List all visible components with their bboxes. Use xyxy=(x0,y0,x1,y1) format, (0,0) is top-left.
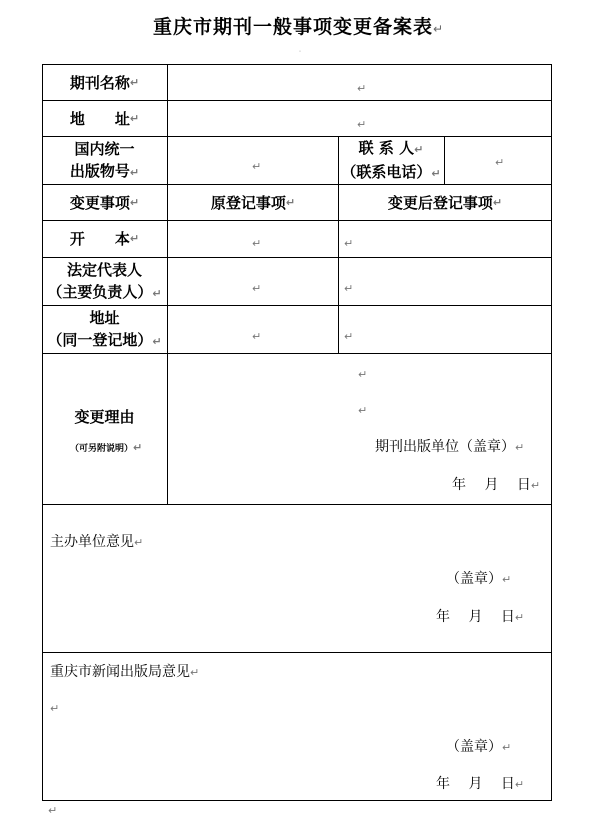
original-item-text: 原登记事项 xyxy=(210,193,286,212)
page-title xyxy=(0,12,597,39)
paragraph-mark-icon: ↵ xyxy=(129,165,140,179)
paragraph-mark-icon: ↵ xyxy=(50,702,60,715)
registered-address-new-field[interactable] xyxy=(344,330,353,343)
bureau-opinion-label xyxy=(50,661,199,681)
contact-line1: 联 系 人 xyxy=(358,138,415,157)
anchor-mark-icon: ˙ xyxy=(298,50,302,59)
after-item-text: 变更后登记事项 xyxy=(387,193,493,212)
after-item-header xyxy=(339,185,551,220)
paragraph-mark-icon: ↵ xyxy=(514,778,525,791)
reason-title: 变更理由 xyxy=(74,408,135,426)
legal-rep-new-field[interactable] xyxy=(344,282,353,295)
legal-rep-label xyxy=(42,258,167,305)
change-item-header xyxy=(42,185,167,220)
paragraph-mark-icon: ↵ xyxy=(358,404,368,417)
legal-rep-line2: （主要负责人） xyxy=(47,282,153,301)
paragraph-mark-icon: ↵ xyxy=(129,111,140,125)
bureau-seal-text: （盖章） xyxy=(446,739,502,755)
format-label xyxy=(42,221,167,257)
paragraph-mark-icon: ↵ xyxy=(129,232,140,245)
reason-line-2[interactable] xyxy=(358,404,367,417)
table-border-right xyxy=(551,64,552,801)
registered-address-line2: （同一登记地） xyxy=(47,330,153,349)
paragraph-mark-icon: ↵ xyxy=(252,237,262,250)
publisher-seal-text: 期刊出版单位（盖章） xyxy=(375,439,515,455)
sponsor-seal xyxy=(446,568,511,588)
sponsor-opinion-label xyxy=(50,531,143,551)
journal-name-field[interactable] xyxy=(357,82,366,95)
reason-note xyxy=(70,441,142,454)
paragraph-mark-icon: ↵ xyxy=(492,195,503,209)
bureau-date-text: 年 月 日 xyxy=(436,776,515,792)
sponsor-seal-text: （盖章） xyxy=(446,571,502,587)
page-title-text: 重庆市期刊一般事项变更备案表 xyxy=(152,16,433,38)
paragraph-mark-icon: ↵ xyxy=(48,804,58,817)
paragraph-mark-icon: ↵ xyxy=(129,195,140,209)
bureau-opinion-field[interactable] xyxy=(50,702,59,715)
contact-field[interactable] xyxy=(495,156,504,169)
address-label xyxy=(42,101,167,136)
legal-rep-line1: 法定代表人 xyxy=(66,260,142,279)
publisher-date-text: 年 月 日 xyxy=(452,477,531,493)
format-original-field[interactable] xyxy=(252,237,261,250)
paragraph-mark-icon: ↵ xyxy=(515,441,525,454)
paragraph-mark-icon: ↵ xyxy=(502,741,512,754)
sponsor-opinion-text: 主办单位意见 xyxy=(50,534,134,550)
paragraph-mark-icon: ↵ xyxy=(152,334,162,348)
bureau-opinion-text: 重庆市新闻出版局意见 xyxy=(50,664,190,680)
paragraph-mark-icon: ↵ xyxy=(252,160,262,173)
paragraph-mark-icon: ↵ xyxy=(414,142,424,156)
paragraph-mark-icon: ↵ xyxy=(134,536,144,549)
paragraph-mark-icon: ↵ xyxy=(285,195,296,209)
address-field[interactable] xyxy=(357,118,366,131)
legal-rep-original-field[interactable] xyxy=(252,282,261,295)
format-text: 开 本 xyxy=(69,230,130,248)
bureau-date xyxy=(436,773,524,793)
paragraph-mark-icon: ↵ xyxy=(344,237,354,250)
registered-address-original-field[interactable] xyxy=(252,330,261,343)
paragraph-mark-icon: ↵ xyxy=(344,282,354,295)
format-new-field[interactable] xyxy=(344,237,353,250)
table-line xyxy=(167,64,168,504)
end-paragraph-mark-icon xyxy=(48,804,57,817)
paragraph-mark-icon: ↵ xyxy=(514,611,525,624)
table-line xyxy=(42,504,552,505)
contact-label xyxy=(338,137,444,184)
paragraph-mark-icon: ↵ xyxy=(530,479,541,492)
paragraph-mark-icon: ↵ xyxy=(133,441,143,454)
paragraph-mark-icon: ↵ xyxy=(129,75,140,89)
reason-label xyxy=(42,354,167,504)
reason-note-text: （可另附说明） xyxy=(70,444,134,454)
sponsor-date-text: 年 月 日 xyxy=(436,609,515,625)
registered-address-label xyxy=(42,306,167,353)
cn-number-line1: 国内统一 xyxy=(74,139,135,158)
paragraph-mark-icon: ↵ xyxy=(344,330,354,343)
paragraph-mark-icon: ↵ xyxy=(357,82,367,95)
paragraph-mark-icon: ↵ xyxy=(431,166,441,180)
journal-name-text: 期刊名称 xyxy=(69,73,130,92)
table-line xyxy=(42,652,552,653)
bureau-seal xyxy=(446,736,511,756)
paragraph-mark-icon: ↵ xyxy=(152,286,162,300)
paragraph-mark-icon: ↵ xyxy=(190,666,200,679)
change-item-text: 变更事项 xyxy=(69,193,130,212)
table-border-bottom xyxy=(42,800,552,801)
sponsor-date xyxy=(436,606,524,626)
original-item-header xyxy=(168,185,338,220)
journal-name-label xyxy=(42,65,167,100)
paragraph-mark-icon: ↵ xyxy=(252,330,262,343)
cn-number-line2: 出版物号 xyxy=(69,161,130,180)
paragraph-mark-icon: ↵ xyxy=(432,22,445,36)
address-text: 地 址 xyxy=(69,109,130,128)
paragraph-mark-icon: ↵ xyxy=(495,156,505,169)
paragraph-mark-icon: ↵ xyxy=(357,118,367,131)
registered-address-line1: 地址 xyxy=(89,308,120,327)
paragraph-mark-icon: ↵ xyxy=(252,282,262,295)
table-line xyxy=(444,136,445,184)
contact-line2: （联系电话） xyxy=(341,162,432,181)
publisher-seal xyxy=(375,436,524,456)
cn-number-field[interactable] xyxy=(252,160,261,173)
reason-line-1[interactable] xyxy=(358,368,367,381)
paragraph-mark-icon: ↵ xyxy=(502,573,512,586)
publisher-date xyxy=(452,474,540,494)
cn-number-label xyxy=(42,137,167,184)
paragraph-mark-icon: ↵ xyxy=(358,368,368,381)
